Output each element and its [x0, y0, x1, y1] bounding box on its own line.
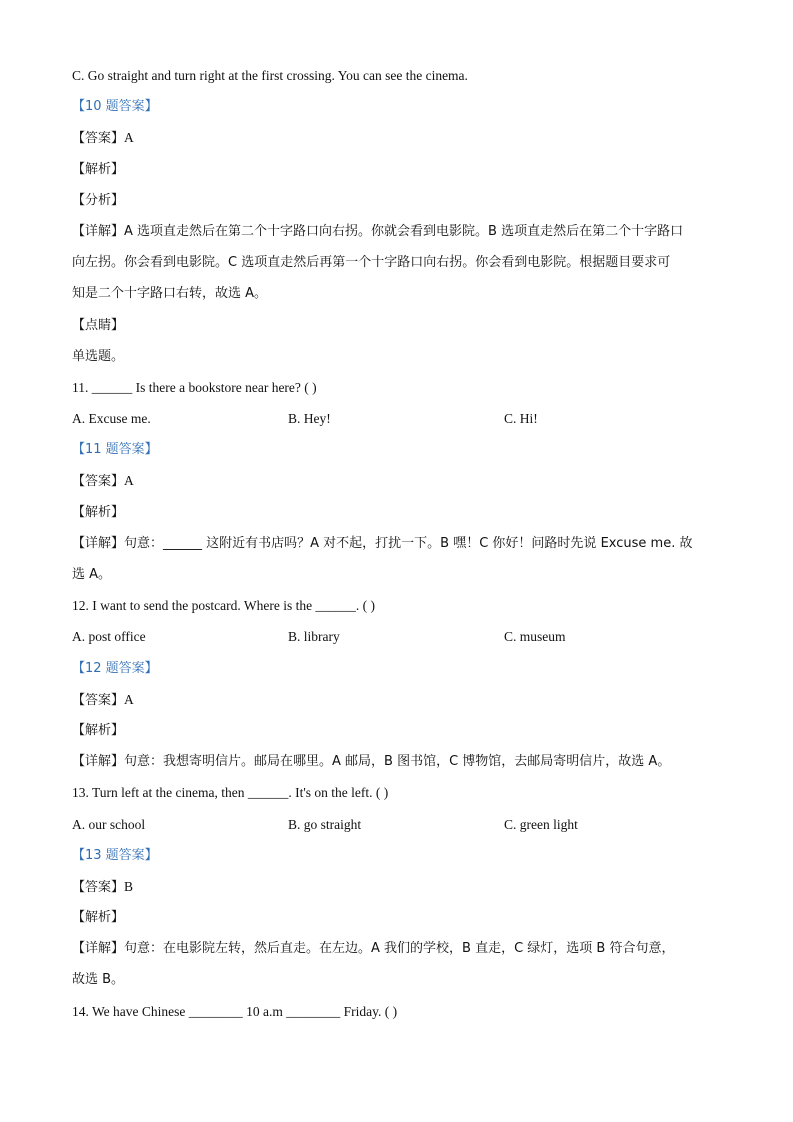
- answer-value: A: [124, 473, 134, 489]
- q11-options: [72, 409, 724, 440]
- q10-answer-header: 【10 题答案】: [72, 99, 158, 115]
- q10-answer: [72, 128, 724, 159]
- detail-label: 【详解】: [72, 535, 125, 551]
- q10-detail-line1: [72, 222, 724, 253]
- detail-label: 【详解】: [72, 223, 125, 239]
- q13-stem: 13. Turn left at the cinema, then ______. It's on the left. ( ): [72, 785, 389, 801]
- answer-label: 【答案】: [72, 131, 125, 147]
- q13-analysis-label: 【解析】: [72, 910, 125, 926]
- q11-stem: 11. ______ Is there a bookstore near here? ( ): [72, 379, 317, 395]
- detail-text: 句意：我想寄明信片。邮局在哪里。A 邮局，B 图书馆，C 博物馆，去邮局寄明信片，故选 A。: [124, 754, 671, 770]
- q12-analysis-label: 【解析】: [72, 722, 125, 738]
- answer-label: 【答案】: [72, 474, 125, 490]
- q11-option-b: B. Hey!: [288, 411, 331, 427]
- q11-detail-line1: [72, 534, 724, 565]
- q13-answer-header: 【13 题答案】: [72, 847, 158, 863]
- q12-option-c: C. museum: [504, 629, 566, 645]
- detail-label: 【详解】: [72, 941, 125, 957]
- q10-analysis-label: 【解析】: [72, 161, 125, 177]
- q11-option-a: A. Excuse me.: [72, 411, 151, 427]
- q10-fenxi-label: 【分析】: [72, 192, 125, 208]
- q11-analysis-label: 【解析】: [72, 504, 125, 520]
- answer-value: A: [124, 130, 134, 146]
- q13-detail-line2: 故选 B。: [72, 972, 125, 988]
- q13-option-b: B. go straight: [288, 816, 362, 832]
- q11-answer-header: 【11 题答案】: [72, 442, 158, 458]
- q10-detail-line3: 知是二个十字路口右转，故选 A。: [72, 286, 268, 302]
- q14-stem: 14. We have Chinese ________ 10 a.m ________ Friday. ( ): [72, 1003, 398, 1019]
- q11-option-c: C. Hi!: [504, 411, 538, 427]
- answer-value: B: [124, 878, 134, 894]
- answer-label: 【答案】: [72, 692, 125, 708]
- q10-detail-line2: 向左拐。你会看到电影院。C 选项直走然后再第一个十字路口向右拐。你会看到电影院。根据题目要求可: [72, 255, 671, 271]
- detail-label: 【详解】: [72, 754, 125, 770]
- q10-dianjing-label: 【点睛】: [72, 317, 125, 333]
- q11-detail-line2: 选 A。: [72, 567, 112, 582]
- detail-text: 句意：在电影院左转，然后直走。在左边。A 我们的学校，B 直走，C 绿灯，选项 B 符合句意，: [124, 941, 675, 957]
- q12-options: [72, 627, 724, 658]
- q11-answer: [72, 471, 724, 502]
- answer-label: 【答案】: [72, 879, 125, 895]
- q13-option-a: A. our school: [72, 816, 146, 832]
- q12-option-b: B. library: [288, 629, 340, 645]
- answer-value: A: [124, 691, 134, 707]
- q12-detail-line1: [72, 752, 724, 783]
- q10-dianjing-text: 单选题。: [72, 348, 125, 364]
- detail-text: 句意：______ 这附近有书店吗？A 对不起，打扰一下。B 嘿！C 你好！问路时先说 Excuse me. 故: [124, 535, 693, 551]
- q10-option-c: C. Go straight and turn right at the first crossing. You can see the cinema.: [72, 68, 468, 83]
- document-page: [72, 66, 724, 1033]
- q13-detail-line1: [72, 939, 724, 970]
- detail-text: A 选项直走然后在第二个十字路口向右拐。你就会看到电影院。B 选项直走然后在第二个十字路口: [124, 223, 684, 239]
- q12-answer: [72, 690, 724, 721]
- q12-option-a: A. post office: [72, 629, 146, 645]
- q13-options: [72, 815, 724, 846]
- q13-answer: [72, 877, 724, 908]
- q13-option-c: C. green light: [504, 816, 578, 832]
- q12-stem: 12. I want to send the postcard. Where is the ______. ( ): [72, 598, 376, 614]
- q12-answer-header: 【12 题答案】: [72, 660, 158, 676]
